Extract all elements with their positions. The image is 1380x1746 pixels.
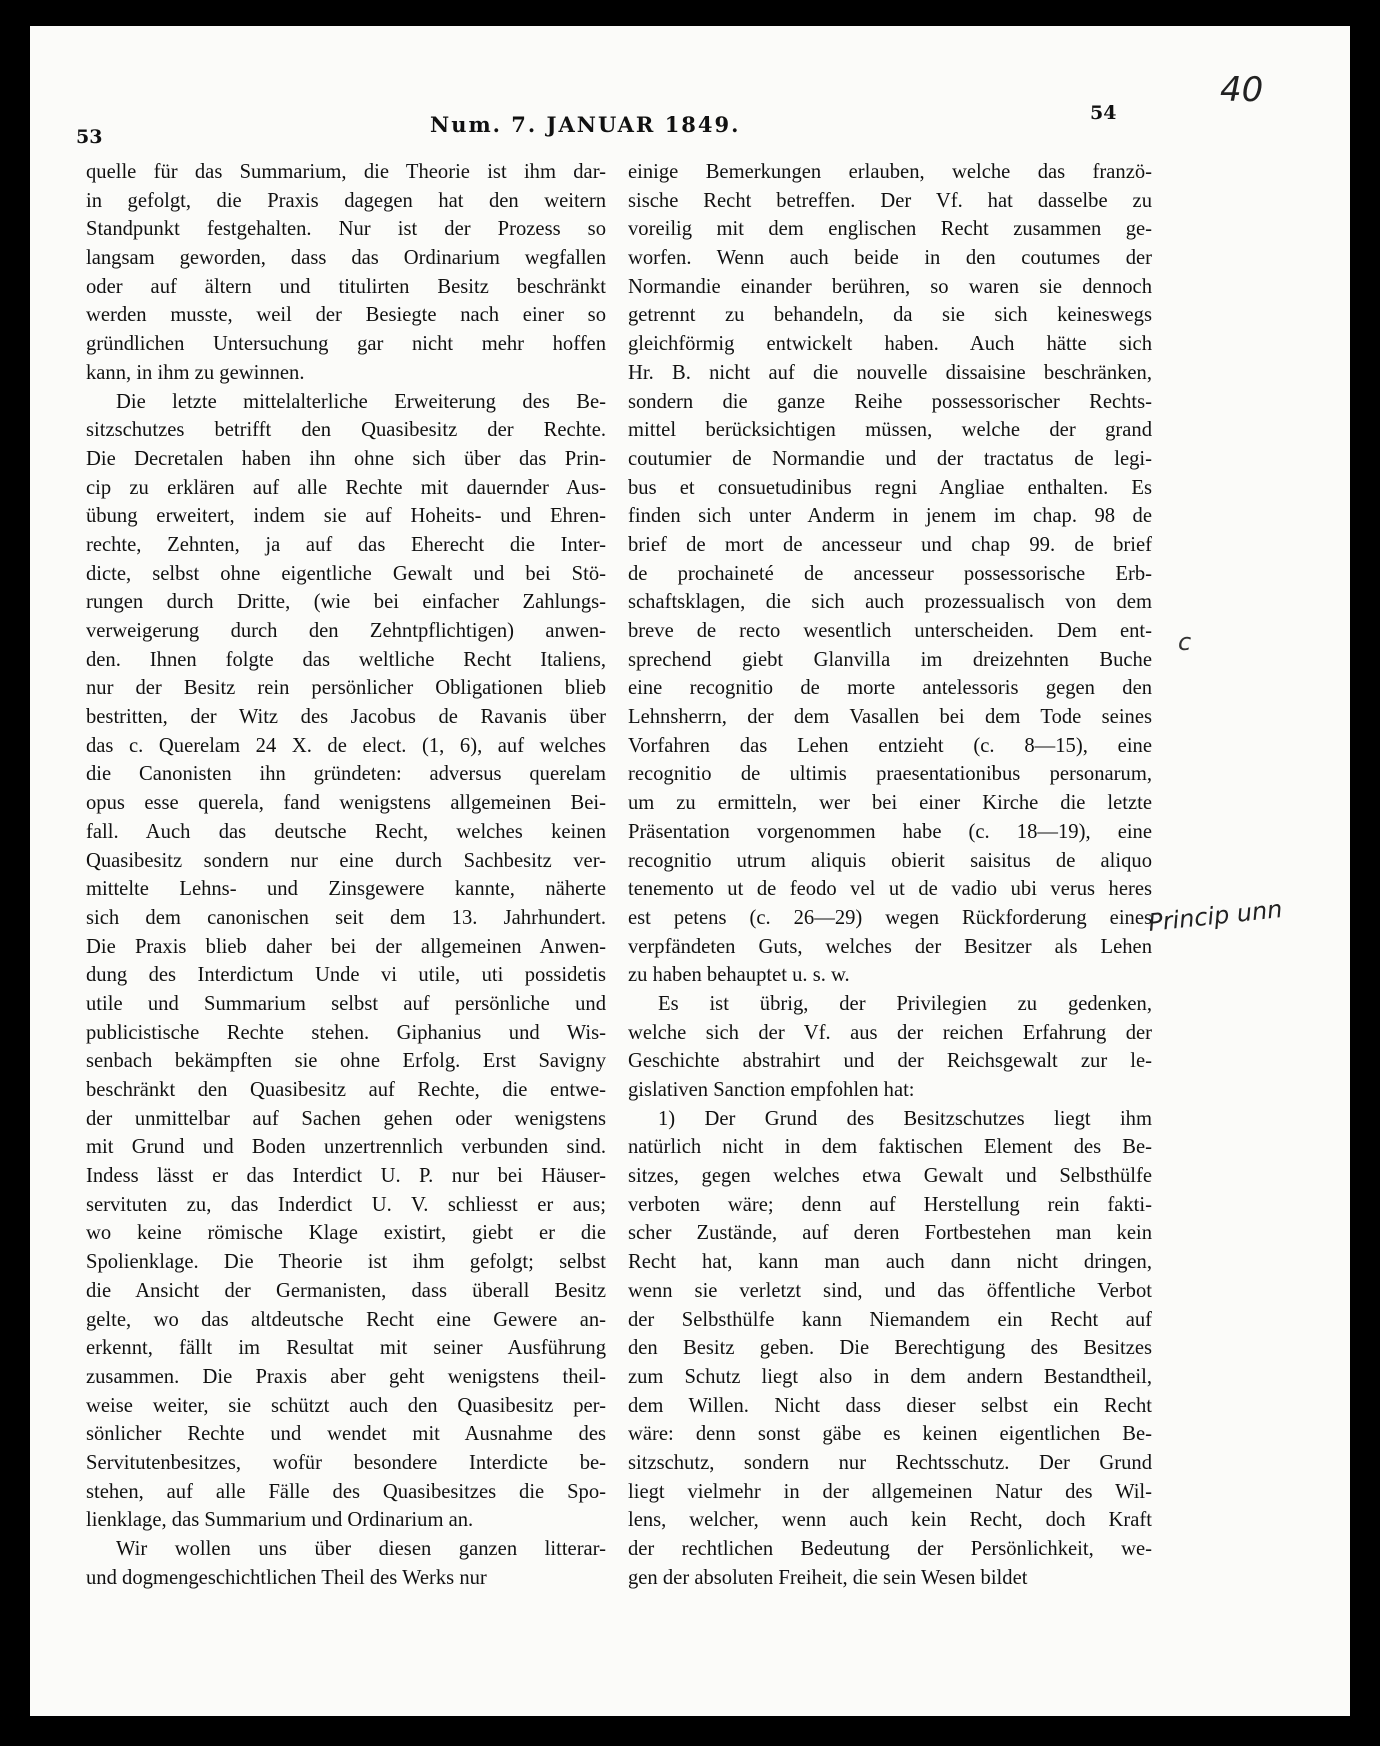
text-line: lienklage, das Summarium und Ordinarium an. xyxy=(86,1509,474,1532)
text-line: werden musste, weil der Besiegte nach einer so xyxy=(86,304,606,327)
text-line: sitzschutz, sondern nur Rechtsschutz. Der Grund xyxy=(628,1451,1152,1474)
text-line: langsam geworden, dass das Ordinarium wegfallen xyxy=(86,247,606,270)
text-line: rechte, Zehnten, ja auf das Eherecht die Inter- xyxy=(86,533,606,556)
text-line: dem Willen. Nicht dass dieser selbst ein Recht xyxy=(628,1394,1152,1417)
text-line: tenemento ut de feodo vel ut de vadio ubi verus heres xyxy=(628,878,1152,901)
text-line: Spolienklage. Die Theorie ist ihm gefolgt; selbst xyxy=(86,1251,606,1274)
text-line: finden sich unter Anderm in jenem im chap. 98 de xyxy=(628,505,1152,528)
text-line: Die Decretalen haben ihn ohne sich über das Prin- xyxy=(86,447,606,470)
newspaper-page xyxy=(30,26,1350,1716)
text-line: zusammen. Die Praxis aber geht wenigstens theil- xyxy=(86,1365,606,1388)
right-column xyxy=(628,158,1152,1592)
text-line: utile und Summarium selbst auf persönliche und xyxy=(86,992,606,1015)
text-line: servituten zu, das Inderdict U. V. schliesst er aus; xyxy=(86,1193,606,1216)
text-line: Quasibesitz sondern nur eine durch Sachbesitz ver- xyxy=(86,849,606,872)
text-line: bestritten, der Witz des Jacobus de Ravanis über xyxy=(86,706,606,729)
text-line: die Ansicht der Germanisten, dass überall Besitz xyxy=(86,1279,606,1302)
text-line: der unmittelbar auf Sachen gehen oder wenigstens xyxy=(86,1107,606,1130)
text-line: worfen. Wenn auch beide in den coutumes der xyxy=(628,247,1152,270)
text-line: Die letzte mittelalterliche Erweiterung des Be- xyxy=(116,390,606,413)
text-line: verpfändeten Guts, welches der Besitzer als Lehen xyxy=(628,935,1152,958)
text-line: mittelte Lehns- und Zinsgewere kannte, näherte xyxy=(86,878,606,901)
text-line: schaftsklagen, die sich auch prozessualisch von dem xyxy=(628,591,1152,614)
text-line: den Besitz geben. Die Berechtigung des Besitzes xyxy=(628,1337,1152,1360)
text-line: Wir wollen uns über diesen ganzen litterar- xyxy=(116,1538,606,1560)
text-line: beschränkt den Quasibesitz auf Rechte, die entwe- xyxy=(86,1079,606,1101)
text-line: est petens (c. 26—29) wegen Rückforderung eines xyxy=(628,906,1152,929)
text-line: rungen durch Dritte, (wie bei einfacher Zahlungs- xyxy=(86,591,606,614)
text-line: gleichförmig entwickelt haben. Auch hätte sich xyxy=(628,333,1152,356)
text-line: Hr. B. nicht auf die nouvelle dissaisine beschränken, xyxy=(628,361,1152,384)
text-line: gen der absoluten Freiheit, die sein Wesen bildet xyxy=(628,1566,1028,1589)
margin-mark-c: c xyxy=(1178,628,1192,656)
text-line: brief de mort de ancesseur und chap 99. de brief xyxy=(628,533,1152,556)
text-line: verweigerung durch den Zehntpflichtigen) anwen- xyxy=(86,620,606,642)
handwritten-margin-note: Princip unn xyxy=(1146,895,1284,937)
text-line: sitzes, gegen welches etwa Gewalt und Selbsthülfe xyxy=(628,1165,1152,1188)
text-line: wäre: denn sonst gäbe es keinen eigentlichen Be- xyxy=(628,1423,1152,1446)
text-line: Es ist übrig, der Privilegien zu gedenken, xyxy=(658,992,1152,1015)
text-line: nur der Besitz rein persönlicher Obligationen blieb xyxy=(86,677,606,700)
text-line: erkennt, fällt im Resultat mit seiner Ausführung xyxy=(86,1337,606,1360)
text-line: der rechtlichen Bedeutung der Persönlichkeit, we- xyxy=(628,1538,1152,1560)
text-line: oder auf ältern und titulirten Besitz beschränkt xyxy=(86,275,606,298)
running-head: Num. 7. JANUAR 1849. xyxy=(430,112,741,137)
text-line: stehen, auf alle Fälle des Quasibesitzes die Spo- xyxy=(86,1480,606,1503)
text-line: mit Grund und Boden unzertrennlich verbunden sind. xyxy=(86,1136,606,1159)
text-line: mittel berücksichtigen müssen, welche der grand xyxy=(628,419,1152,442)
text-line: wenn sie verletzt sind, und das öffentliche Verbot xyxy=(628,1279,1152,1302)
text-line: bus et consuetudinibus regni Angliae enthalten. Es xyxy=(628,476,1152,499)
text-line: recognitio utrum aliquis obierit saisitus de aliquo xyxy=(628,849,1152,872)
text-line: Indess lässt er das Interdict U. P. nur bei Häuser- xyxy=(86,1165,606,1188)
text-line: cip zu erklären auf alle Rechte mit dauernder Aus- xyxy=(86,476,606,499)
handwritten-folio-number: 40 xyxy=(1220,70,1264,110)
text-line: Geschichte abstrahirt und der Reichsgewalt zur le- xyxy=(628,1050,1152,1073)
text-line: dicte, selbst ohne eigentliche Gewalt und bei Stö- xyxy=(86,562,606,585)
page-number-left: 53 xyxy=(76,126,103,148)
left-column xyxy=(86,158,606,1592)
text-line: den. Ihnen folgte das weltliche Recht Italiens, xyxy=(86,648,606,671)
text-line: sitzschutzes betrifft den Quasibesitz der Rechte. xyxy=(86,419,606,442)
text-line: gelte, wo das altdeutsche Recht eine Gewere an- xyxy=(86,1308,606,1331)
text-line: opus esse querela, fand wenigstens allgemeinen Bei- xyxy=(86,792,606,815)
text-line: quelle für das Summarium, die Theorie ist ihm dar- xyxy=(86,161,606,183)
text-line: fall. Auch das deutsche Recht, welches keinen xyxy=(86,820,606,843)
text-line: sönlicher Rechte und wendet mit Ausnahme des xyxy=(86,1423,606,1446)
text-line: dung des Interdictum Unde vi utile, uti possidetis xyxy=(86,964,606,987)
text-line: zu haben behauptet u. s. w. xyxy=(628,964,850,987)
text-line: das c. Querelam 24 X. de elect. (1, 6), auf welches xyxy=(86,734,606,757)
text-line: getrennt zu behandeln, da sie sich keineswegs xyxy=(628,304,1152,327)
text-line: senbach bekämpften sie ohne Erfolg. Erst Savigny xyxy=(86,1050,606,1073)
text-line: Lehnsherrn, der dem Vasallen bei dem Tode seines xyxy=(628,706,1152,729)
text-line: 1) Der Grund des Besitzschutzes liegt ihm xyxy=(658,1107,1152,1130)
text-line: zum Schutz liegt also in dem andern Bestandtheil, xyxy=(628,1365,1152,1388)
text-line: eine recognitio de morte antelessoris gegen den xyxy=(628,677,1152,700)
text-line: in gefolgt, die Praxis dagegen hat den weitern xyxy=(86,189,606,212)
text-line: sprechend giebt Glanvilla im dreizehnten Buche xyxy=(628,648,1152,671)
text-line: kann, in ihm zu gewinnen. xyxy=(86,361,305,384)
text-line: welche sich der Vf. aus der reichen Erfahrung der xyxy=(628,1021,1152,1044)
text-line: um zu ermitteln, wer bei einer Kirche die letzte xyxy=(628,792,1152,815)
text-line: verboten wäre; denn auf Herstellung rein fakti- xyxy=(628,1193,1152,1216)
text-line: natürlich nicht in dem faktischen Element des Be- xyxy=(628,1136,1152,1159)
text-line: sich dem canonischen seit dem 13. Jahrhundert. xyxy=(86,906,606,929)
text-line: liegt vielmehr in der allgemeinen Natur des Wil- xyxy=(628,1480,1152,1503)
text-line: wo keine römische Klage existirt, giebt er die xyxy=(86,1222,606,1245)
text-line: Standpunkt festgehalten. Nur ist der Prozess so xyxy=(86,218,606,241)
text-line: Recht hat, kann man auch dann nicht dringen, xyxy=(628,1251,1152,1274)
text-line: scher Zustände, auf deren Fortbestehen man kein xyxy=(628,1222,1152,1245)
text-line: Servitutenbesitzes, wofür besondere Interdicte be- xyxy=(86,1451,606,1474)
text-line: übung erweitert, indem sie auf Hoheits- und Ehren- xyxy=(86,505,606,528)
page-number-right: 54 xyxy=(1090,102,1117,124)
text-line: die Canonisten ihn gründeten: adversus querelam xyxy=(86,763,606,786)
text-line: de prochaineté de ancesseur possessorische Erb- xyxy=(628,562,1152,585)
text-line: recognitio de ultimis praesentationibus personarum, xyxy=(628,763,1152,786)
text-line: gislativen Sanction empfohlen hat: xyxy=(628,1079,915,1101)
text-line: und dogmengeschichtlichen Theil des Werks nur xyxy=(86,1566,487,1589)
text-line: Vorfahren das Lehen entzieht (c. 8—15), eine xyxy=(628,734,1152,757)
text-line: Die Praxis blieb daher bei der allgemeinen Anwen- xyxy=(86,935,606,958)
text-line: voreilig mit dem englischen Recht zusammen ge- xyxy=(628,218,1152,241)
text-line: sische Recht betreffen. Der Vf. hat dasselbe zu xyxy=(628,189,1152,212)
text-line: gründlichen Untersuchung gar nicht mehr hoffen xyxy=(86,333,606,356)
text-line: Normandie einander berühren, so waren sie dennoch xyxy=(628,275,1152,298)
text-line: breve de recto wesentlich unterscheiden. Dem ent- xyxy=(628,620,1152,642)
text-line: einige Bemerkungen erlauben, welche das franzö- xyxy=(628,161,1152,183)
text-line: Präsentation vorgenommen habe (c. 18—19), eine xyxy=(628,820,1152,843)
text-line: publicistische Rechte stehen. Giphanius und Wis- xyxy=(86,1021,606,1044)
text-line: coutumier de Normandie und der tractatus de legi- xyxy=(628,447,1152,470)
text-line: der Selbsthülfe kann Niemandem ein Recht auf xyxy=(628,1308,1152,1331)
text-line: lens, welcher, wenn auch kein Recht, doch Kraft xyxy=(628,1509,1152,1532)
text-line: sondern die ganze Reihe possessorischer Rechts- xyxy=(628,390,1152,413)
text-line: weise weiter, sie schützt auch den Quasibesitz per- xyxy=(86,1394,606,1417)
